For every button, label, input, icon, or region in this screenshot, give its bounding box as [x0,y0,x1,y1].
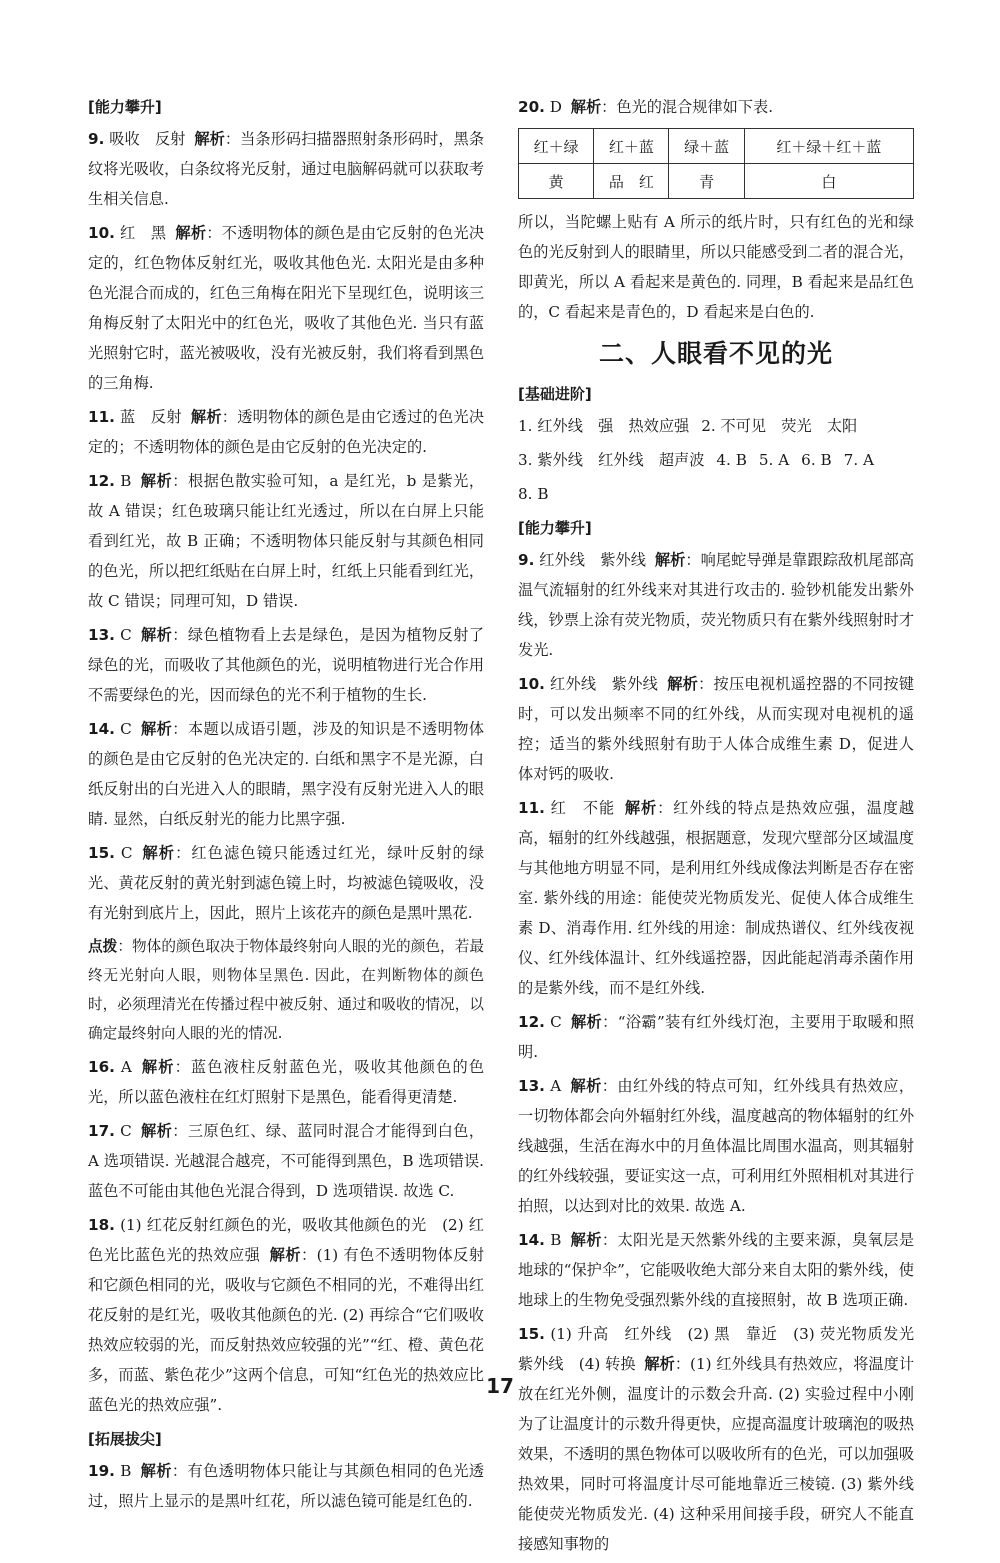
section-tag-extension: [拓展拔尖] [88,1430,162,1448]
answer-item: 15. C 解析：红色滤色镜只能透过红光，绿叶反射的绿光、黄花反射的黄光射到滤色镜上时，均被滤色镜吸收，没有光射到底片上，因此，照片上该花卉的颜色是黑叶黑花. [88,844,485,922]
section-tag-ability: [能力攀升] [518,519,592,537]
answer-item: 13. A 解析：由红外线的特点可知，红外线具有热效应，一切物体都会向外辐射红外线，温度越高的物体辐射的红外线越强，生活在海水中的月鱼体温比周围水温高，则其辐射的红外线较强，要证实这一点，可利用红外照相机对其进行拍照，以达到对比的效果. 故选 A. [518,1077,915,1215]
answer-item: 12. C 解析：“浴霸”装有红外线灯泡，主要用于取暖和照明. [518,1013,915,1061]
answer-item: 13. C 解析：绿色植物看上去是绿色，是因为植物反射了绿色的光，而吸收了其他颜色的光，说明植物进行光合作用不需要绿色的光，因而绿色的光不利于植物的生长. [88,626,485,704]
table-cell: 红＋绿＋红＋蓝 [744,129,913,164]
table-cell: 红＋蓝 [594,129,669,164]
table-cell: 红＋绿 [519,129,594,164]
answer-item: 14. B 解析：太阳光是天然紫外线的主要来源，臭氧层是地球的“保护伞”，它能吸收绝大部分来自太阳的紫外线，使地球上的生物免受强烈紫外线的直接照射，故 B 选项正确. [518,1231,915,1309]
answer-row: 1. 红外线 强 热效应强 2. 不可见 荧光 太阳 [518,417,858,435]
table-cell: 品 红 [594,164,669,199]
left-column [88,92,484,1520]
answer-item: 11. 蓝 反射 解析：透明物体的颜色是由它透过的色光决定的；不透明物体的颜色是由它反射的色光决定的. [88,408,485,456]
answer-item: 20. D 解析：色光的混合规律如下表. [518,98,774,116]
table-header-row [519,129,914,164]
table-cell: 黄 [519,164,594,199]
table-row [519,164,914,199]
answer-row: 8. B [518,485,549,503]
answer-row: 3. 紫外线 红外线 超声波 4. B 5. A 6. B 7. A [518,451,874,469]
answer-item: 10. 红外线 紫外线 解析：按压电视机遥控器的不同按键时，可以发出频率不同的红外线，从而实现对电视机的遥控；适当的紫外线照射有助于人体合成维生素 D，促进人体对钙的吸收. [518,675,915,783]
answer-item: 11. 红 不能 解析：红外线的特点是热效应强，温度越高，辐射的红外线越强，根据题意，发现穴壁部分区域温度与其他地方明显不同，是利用红外线成像法判断是否存在密室. 紫外线的用途：能使荧光物质发光、促使人体合成维生素 D、消毒作用. 红外线的用途：制成热谱仪、红外线夜视仪、红外线体温计、红外线遥控器，因此能起消毒杀菌作用的是紫外线，而不是红外线. [518,799,915,997]
table-cell: 绿＋蓝 [669,129,744,164]
section-title: 二、人眼看不见的光 [598,339,833,368]
answer-item: 16. A 解析：蓝色液柱反射蓝色光，吸收其他颜色的色光，所以蓝色液柱在红灯照射下是黑色，能看得更清楚. [88,1058,485,1106]
answer-item: 14. C 解析：本题以成语引题，涉及的知识是不透明物体的颜色是由它反射的色光决定的. 白纸和黑字不是光源，白纸反射出的白光进入人的眼睛，黑字没有反射光进入人的眼睛. 显然，白纸反射光的能力比黑字强. [88,720,485,828]
section-tag-basic: [基础进阶] [518,385,592,403]
section-tag-ability: [能力攀升] [88,98,162,116]
answer-item: 19. B 解析：有色透明物体只能让与其颜色相同的色光透过，照片上显示的是黑叶红花，所以滤色镜可能是红色的. [88,1462,485,1510]
page-number: 17 [486,1374,514,1398]
answer-item: 10. 红 黑 解析：不透明物体的颜色是由它反射的色光决定的，红色物体反射红光，吸收其他色光. 太阳光是由多种色光混合而成的，红色三角梅在阳光下呈现红色，说明该三角梅反射了太阳光中的红色光，吸收了其他色光. 当只有蓝光照射它时，蓝光被吸收，没有光被反射，我们将看到黑色的三角梅. [88,224,485,392]
table-cell: 青 [669,164,744,199]
answer-item: 17. C 解析：三原色红、绿、蓝同时混合才能得到白色，A 选项错误. 光越混合越亮，不可能得到黑色，B 选项错误. 蓝色不可能由其他色光混合得到，D 选项错误. 故选 C. [88,1122,485,1200]
answer-continuation: 所以，当陀螺上贴有 A 所示的纸片时，只有红色的光和绿色的光反射到人的眼睛里，所以只能感受到二者的混合光，即黄光，所以 A 看起来是黄色的. 同理，B 看起来是品红色的，C 看起来是青色的，D 看起来是白色的. [518,213,914,321]
answer-item: 15. (1) 升高 红外线 (2) 黑 靠近 (3) 荧光物质发光 紫外线 (4) 转换 解析：(1) 红外线具有热效应，将温度计放在红光外侧，温度计的示数会升高. (2) 实验过程中小刚为了让温度计的示数升得更快，应提高温度计玻璃泡的吸热效果，不透明的黑色物体可以吸收所有的色光，可以加强吸热效果，同时可将温度计尽可能地靠近三棱镜. (3) 紫外线能使荧光物质发光. (4) 这种采用间接手段，研究人不能直接感知事物的 [518,1325,930,1553]
right-column [518,92,930,1563]
table-cell: 白 [744,164,913,199]
answer-item: 18. (1) 红花反射红颜色的光，吸收其他颜色的光 (2) 红色光比蓝色光的热效应强 解析：(1) 有色不透明物体反射和它颜色相同的光，吸收与它颜色不相同的光，不难得出红花反射的是红光，吸收其他颜色的光. (2) 再综合“它们吸收热效应较弱的光，而反射热效应较强的光”“红、橙、黄色花多，而蓝、紫色花少”这两个信息，可知“红色光的热效应比蓝色光的热效应强”. [88,1216,485,1414]
answer-item: 12. B 解析：根据色散实验可知，a 是红光，b 是紫光，故 A 错误；红色玻璃只能让红光透过，所以在白屏上只能看到红光，故 B 正确；不透明物体只能反射与其颜色相同的色光，所以把红纸贴在白屏上时，红纸上只能看到红光，故 C 错误；同理可知，D 错误. [88,472,485,610]
tip-note: 点拨：物体的颜色取决于物体最终射向人眼的光的颜色，若最终无光射向人眼，则物体呈黑色. 因此，在判断物体的颜色时，必须理清光在传播过程中被反射、通过和吸收的情况，以确定最终射向人眼的光的情况. [88,938,484,1042]
answer-item: 9. 红外线 紫外线 解析：响尾蛇导弹是靠跟踪敌机尾部高温气流辐射的红外线来对其进行攻击的. 验钞机能发出紫外线，钞票上涂有荧光物质，荧光物质只有在紫外线照射时才发光. [518,551,915,659]
color-mixing-table [518,128,914,199]
answer-item: 9. 吸收 反射 解析：当条形码扫描器照射条形码时，黑条纹将光吸收，白条纹将光反射，通过电脑解码就可以获取考生相关信息. [88,130,485,208]
